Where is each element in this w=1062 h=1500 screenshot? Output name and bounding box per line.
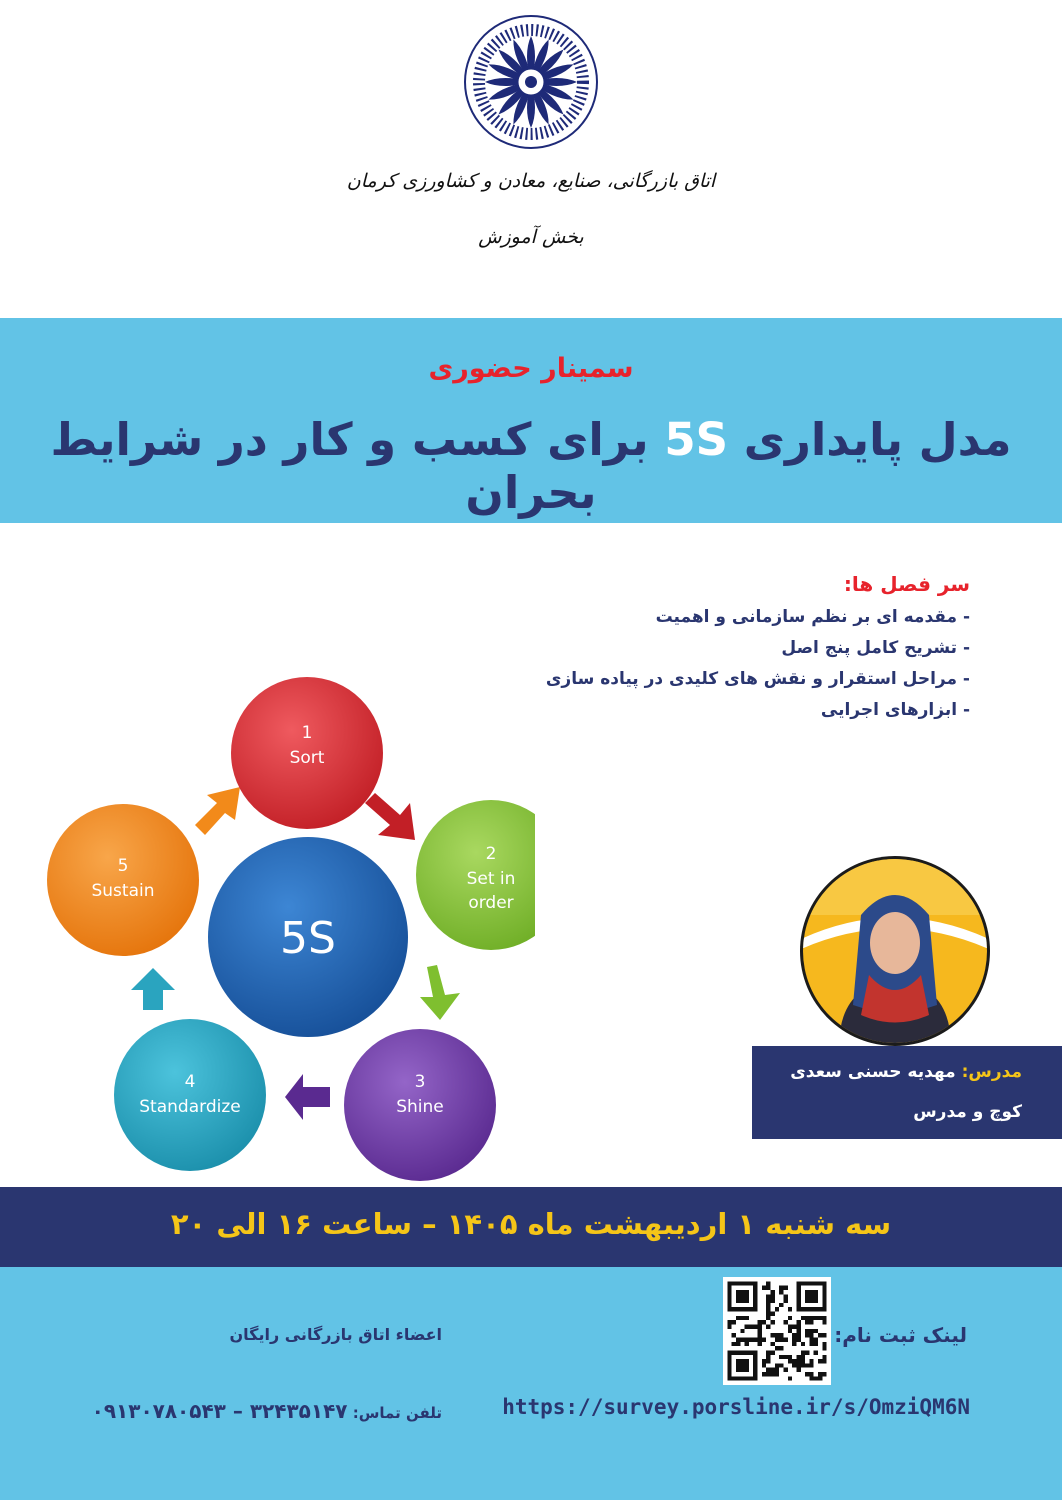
title-band (0, 318, 1062, 523)
qr-module (792, 1359, 796, 1363)
step-sustain-number: 5 (117, 856, 129, 876)
qr-module (814, 1350, 818, 1354)
qr-module (818, 1376, 822, 1380)
qr-module (809, 1372, 813, 1376)
qr-module (771, 1299, 775, 1303)
qr-module (762, 1337, 766, 1341)
instructor-name: مهدیه حسنی سعدی (790, 1062, 962, 1082)
qr-module (805, 1290, 818, 1303)
qr-module (771, 1368, 775, 1372)
qr-module (740, 1316, 744, 1320)
title-part-1: مدل پایداری (728, 413, 1012, 466)
qr-module (766, 1299, 770, 1303)
seminar-type: سمینار حضوری (428, 353, 634, 384)
step-set-number: 2 (485, 844, 497, 864)
instructor-label: مدرس: (961, 1062, 1022, 1082)
qr-code-icon[interactable] (723, 1277, 831, 1385)
step-standardize-number: 4 (184, 1072, 196, 1092)
qr-module (766, 1303, 770, 1307)
qr-module (727, 1325, 731, 1329)
topic-item: - مقدمه ای بر نظم سازمانی و اهمیت (655, 607, 970, 627)
qr-module (822, 1281, 826, 1311)
qr-module (727, 1281, 731, 1311)
qr-module (796, 1329, 800, 1333)
qr-module (775, 1307, 779, 1311)
qr-module (818, 1359, 822, 1363)
qr-module (783, 1294, 787, 1298)
topic-item: - مراحل استقرار و نقش های کلیدی در پیاده سازی (545, 669, 970, 689)
qr-module (753, 1350, 757, 1380)
qr-module (766, 1307, 770, 1311)
qr-module (809, 1316, 813, 1320)
center-label: 5S (280, 913, 336, 964)
qr-module (801, 1342, 805, 1346)
instructor-line (790, 1062, 1022, 1082)
qr-module (727, 1350, 757, 1354)
qr-module (779, 1363, 783, 1367)
chamber-logo (463, 14, 599, 150)
registration-label: لینک ثبت نام: (834, 1323, 967, 1347)
qr-module (758, 1320, 762, 1324)
arrow-sort-to-set (365, 793, 415, 840)
step-sustain-label: Sustain (91, 881, 155, 901)
qr-module (801, 1363, 805, 1367)
qr-module (775, 1372, 779, 1376)
qr-module (805, 1363, 809, 1367)
qr-module (775, 1368, 779, 1372)
qr-module (758, 1333, 762, 1337)
qr-module (801, 1350, 805, 1354)
qr-module (736, 1290, 749, 1303)
qr-module (796, 1363, 800, 1367)
qr-module (771, 1290, 775, 1294)
qr-module (788, 1329, 792, 1333)
qr-module (783, 1337, 787, 1341)
qr-module (805, 1329, 809, 1333)
qr-module (796, 1281, 800, 1311)
qr-module (736, 1342, 740, 1346)
topic-item: - ابزارهای اجرایی (820, 700, 970, 720)
qr-module (736, 1359, 749, 1372)
qr-module (766, 1312, 770, 1316)
qr-module (727, 1350, 731, 1380)
arrow-set-to-shine (420, 965, 460, 1020)
qr-module (766, 1286, 770, 1290)
org-department: بخش آموزش (478, 226, 584, 248)
qr-module (732, 1342, 736, 1346)
qr-module (766, 1368, 770, 1372)
members-free-note: اعضاء اتاق بازرگانی رایگان (229, 1325, 442, 1344)
qr-module (771, 1294, 775, 1298)
qr-module (740, 1337, 744, 1341)
qr-module (779, 1303, 783, 1307)
registration-band (0, 1267, 1062, 1500)
qr-module (727, 1281, 757, 1285)
qr-module (779, 1286, 783, 1290)
qr-module (805, 1350, 809, 1354)
qr-module (779, 1355, 783, 1359)
qr-module (775, 1346, 779, 1350)
qr-module (727, 1376, 757, 1380)
step-standardize-label: Standardize (139, 1097, 241, 1117)
qr-module (788, 1325, 792, 1329)
qr-module (801, 1355, 805, 1359)
qr-module (822, 1333, 826, 1337)
qr-module (809, 1333, 813, 1337)
qr-module (753, 1337, 757, 1341)
step-set-label: Set in (466, 869, 516, 889)
qr-module (822, 1355, 826, 1359)
qr-module (758, 1342, 762, 1346)
qr-module (788, 1376, 792, 1380)
qr-module (822, 1346, 826, 1350)
qr-module (805, 1316, 809, 1320)
qr-module (766, 1316, 770, 1320)
instructor-box (752, 1046, 1062, 1139)
qr-module (766, 1350, 770, 1354)
qr-module (818, 1333, 822, 1337)
title-highlight: 5S (664, 413, 729, 466)
instructor-role: کوچ و مدرس (913, 1102, 1022, 1122)
qr-module (809, 1337, 813, 1341)
qr-module (766, 1359, 770, 1363)
qr-module (732, 1320, 736, 1324)
org-name: اتاق بازرگانی، صنایع، معادن و کشاورزی کرمان (346, 170, 716, 192)
contact-label: تلفن تماس: (347, 1404, 442, 1422)
qr-module (753, 1325, 757, 1329)
qr-module (783, 1368, 787, 1372)
qr-module (818, 1316, 822, 1320)
date-band (0, 1187, 1062, 1267)
qr-module (766, 1294, 770, 1298)
qr-module (771, 1350, 775, 1354)
5s-diagram (35, 675, 535, 1185)
qr-module (796, 1368, 800, 1372)
qr-module (758, 1325, 762, 1329)
qr-module (796, 1333, 800, 1337)
qr-module (771, 1342, 775, 1346)
qr-module (771, 1372, 775, 1376)
arrow-sus-to-sort (195, 787, 240, 835)
qr-module (749, 1325, 753, 1329)
qr-module (809, 1329, 813, 1333)
qr-module (788, 1307, 792, 1311)
qr-module (792, 1333, 796, 1337)
qr-module (805, 1333, 809, 1337)
qr-module (771, 1320, 775, 1324)
topics-list (520, 572, 970, 726)
qr-module (822, 1342, 826, 1346)
topics-heading: سر فصل ها: (843, 572, 970, 596)
qr-module (740, 1329, 744, 1333)
qr-module (771, 1312, 775, 1316)
event-date-time: سه شنبه ۱ اردیبهشت ماه ۱۴۰۵ – ساعت ۱۶ الی ۲۰ (170, 1207, 892, 1241)
qr-module (814, 1329, 818, 1333)
qr-module (801, 1316, 805, 1320)
qr-module (796, 1307, 826, 1311)
qr-module (745, 1316, 749, 1320)
qr-module (775, 1363, 779, 1367)
title-part-2: برای کسب و کار در شرایط بحران (50, 413, 665, 519)
qr-module (736, 1316, 740, 1320)
contact-info (92, 1399, 442, 1423)
step-shine-number: 3 (414, 1072, 426, 1092)
qr-module (771, 1333, 775, 1337)
qr-module (805, 1372, 809, 1376)
qr-module (796, 1359, 800, 1363)
qr-module (796, 1337, 800, 1341)
qr-module (766, 1355, 770, 1359)
qr-module (775, 1337, 779, 1341)
qr-module (814, 1342, 818, 1346)
step-sort-label: Sort (289, 748, 325, 768)
qr-module (796, 1281, 826, 1285)
qr-module (788, 1355, 792, 1359)
qr-module (814, 1316, 818, 1320)
step-sustain-circle (47, 804, 199, 956)
qr-module (822, 1320, 826, 1324)
qr-module (762, 1359, 766, 1363)
seminar-title (0, 413, 1062, 519)
instructor-photo (799, 855, 991, 1047)
qr-module (822, 1316, 826, 1320)
step-shine-label: Shine (396, 1097, 444, 1117)
qr-module (796, 1355, 800, 1359)
qr-module (745, 1325, 749, 1329)
qr-module (805, 1320, 809, 1324)
arrow-shine-to-std (285, 1074, 330, 1120)
step-standardize-circle (114, 1019, 266, 1171)
qr-module (809, 1342, 813, 1346)
qr-module (809, 1376, 813, 1380)
qr-module (792, 1342, 796, 1346)
qr-module (818, 1372, 822, 1376)
qr-module (727, 1307, 757, 1311)
qr-module (762, 1286, 766, 1290)
qr-module (788, 1316, 792, 1320)
qr-module (796, 1325, 800, 1329)
qr-module (762, 1320, 766, 1324)
qr-module (758, 1329, 762, 1333)
qr-module (749, 1337, 753, 1341)
qr-module (814, 1337, 818, 1341)
qr-module (801, 1359, 805, 1363)
qr-module (814, 1376, 818, 1380)
qr-module (779, 1333, 783, 1337)
qr-module (727, 1320, 731, 1324)
topic-item: - تشریح کامل پنج اصل (781, 638, 970, 658)
qr-module (779, 1290, 783, 1294)
qr-module (809, 1359, 813, 1363)
qr-module (762, 1363, 766, 1367)
qr-module (762, 1372, 766, 1376)
qr-module (732, 1333, 736, 1337)
step-set-label-2: order (468, 893, 514, 913)
step-sort-number: 1 (301, 723, 313, 743)
registration-link[interactable]: https://survey.porsline.ir/s/OmziQM6N (502, 1395, 970, 1419)
qr-module (783, 1320, 787, 1324)
contact-numbers: ۳۲۴۳۵۱۴۷ – ۰۹۱۳۰۷۸۰۵۴۳ (91, 1399, 348, 1423)
qr-module (766, 1372, 770, 1376)
qr-module (745, 1337, 749, 1341)
qr-module (753, 1281, 757, 1311)
qr-module (766, 1281, 770, 1285)
qr-module (783, 1355, 787, 1359)
qr-module (822, 1372, 826, 1376)
qr-module (788, 1359, 792, 1363)
qr-module (796, 1320, 800, 1324)
qr-module (783, 1299, 787, 1303)
qr-module (809, 1320, 813, 1324)
qr-module (792, 1363, 796, 1367)
qr-module (822, 1359, 826, 1363)
qr-module (766, 1325, 770, 1329)
qr-module (809, 1363, 813, 1367)
qr-module (792, 1325, 796, 1329)
qr-module (792, 1337, 796, 1341)
qr-module (783, 1286, 787, 1290)
qr-module (775, 1333, 779, 1337)
qr-module (745, 1342, 749, 1346)
arrow-std-to-sus (131, 968, 175, 1010)
qr-module (736, 1337, 740, 1341)
qr-module (779, 1337, 783, 1341)
qr-module (758, 1337, 762, 1341)
qr-module (779, 1346, 783, 1350)
